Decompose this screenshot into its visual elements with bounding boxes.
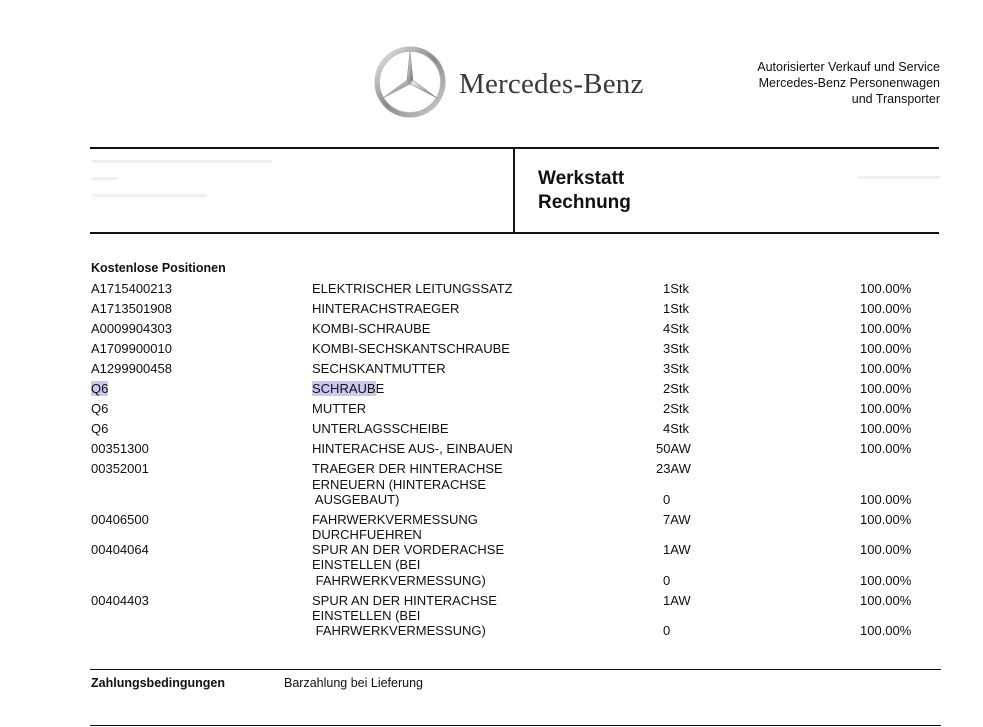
item-description-line-3: FAHRWERKVERMESSUNG) bbox=[312, 573, 486, 588]
item-description: UNTERLAGSSCHEIBE bbox=[312, 421, 449, 436]
item-quantity: 1AW bbox=[663, 593, 691, 608]
item-code: 00404403 bbox=[91, 593, 149, 608]
item-description: MUTTER bbox=[312, 401, 367, 416]
item-percent: 100.00% bbox=[860, 421, 912, 436]
redacted-mark bbox=[92, 177, 117, 180]
selection-highlight: Q6 bbox=[91, 381, 109, 396]
item-code: A1299900458 bbox=[91, 361, 172, 376]
selection-highlight: SCHRAUB bbox=[312, 381, 376, 396]
item-description-line-2: EINSTELLEN (BEI bbox=[312, 557, 421, 572]
item-quantity: 0 bbox=[663, 492, 671, 507]
item-percent: 100.00% bbox=[860, 573, 912, 588]
item-percent: 100.00% bbox=[860, 623, 912, 638]
item-quantity: 0 bbox=[663, 623, 671, 638]
header-divider bbox=[513, 149, 515, 233]
item-description-line-3: AUSGEBAUT) bbox=[312, 492, 400, 507]
item-quantity: 4Stk bbox=[663, 321, 690, 336]
item-percent: 100.00% bbox=[860, 401, 912, 416]
document-title-line-2: Rechnung bbox=[538, 192, 631, 213]
item-quantity: 0 bbox=[663, 573, 671, 588]
item-percent: 100.00% bbox=[860, 321, 912, 336]
dealer-line-1: Autorisierter Verkauf und Service bbox=[757, 60, 940, 74]
item-description bbox=[312, 381, 384, 397]
dealer-line-3: und Transporter bbox=[851, 92, 940, 106]
dealer-info bbox=[757, 59, 940, 107]
item-quantity: 3Stk bbox=[663, 361, 690, 376]
item-description: TRAEGER DER HINTERACHSE bbox=[312, 461, 503, 476]
item-percent: 100.00% bbox=[860, 441, 912, 456]
item-quantity: 1AW bbox=[663, 542, 691, 557]
item-quantity: 1Stk bbox=[663, 281, 690, 296]
dealer-line-2: Mercedes-Benz Personenwagen bbox=[758, 76, 940, 90]
payment-top-rule bbox=[90, 669, 941, 670]
item-percent: 100.00% bbox=[860, 492, 912, 507]
item-description-rest: E bbox=[375, 381, 385, 396]
payment-terms-value: Barzahlung bei Lieferung bbox=[284, 676, 423, 690]
mercedes-star-logo-icon bbox=[374, 46, 446, 118]
item-description: ELEKTRISCHER LEITUNGSSATZ bbox=[312, 281, 513, 296]
item-quantity: 23AW bbox=[656, 461, 691, 476]
item-code: A1709900010 bbox=[91, 341, 172, 356]
section-title: Kostenlose Positionen bbox=[91, 261, 226, 275]
item-code: 00352001 bbox=[91, 461, 149, 476]
item-code: A1715400213 bbox=[91, 281, 172, 296]
item-description-line-2: ERNEUERN (HINTERACHSE bbox=[312, 477, 487, 492]
item-percent: 100.00% bbox=[860, 542, 912, 557]
item-code bbox=[91, 381, 108, 397]
item-code: Q6 bbox=[91, 421, 109, 436]
payment-terms-label: Zahlungsbedingungen bbox=[91, 676, 226, 690]
item-percent: 100.00% bbox=[860, 593, 912, 608]
item-code: 00406500 bbox=[91, 512, 149, 527]
item-description: KOMBI-SECHSKANTSCHRAUBE bbox=[312, 341, 510, 356]
item-quantity: 2Stk bbox=[663, 401, 690, 416]
item-quantity: 1Stk bbox=[663, 301, 690, 316]
item-description: HINTERACHSTRAEGER bbox=[312, 301, 460, 316]
item-quantity: 50AW bbox=[656, 441, 691, 456]
item-description: SPUR AN DER VORDERACHSE bbox=[312, 542, 505, 557]
document-title bbox=[538, 167, 631, 215]
brand-name: Mercedes-Benz bbox=[459, 68, 644, 100]
item-description-line-2: EINSTELLEN (BEI bbox=[312, 608, 421, 623]
item-quantity: 2Stk bbox=[663, 381, 690, 396]
item-percent: 100.00% bbox=[860, 281, 912, 296]
item-code: A1713501908 bbox=[91, 301, 172, 316]
item-code: 00351300 bbox=[91, 441, 149, 456]
item-description-line-3: FAHRWERKVERMESSUNG) bbox=[312, 623, 486, 638]
item-percent: 100.00% bbox=[860, 512, 912, 527]
item-description-line-2: DURCHFUEHREN bbox=[312, 527, 422, 542]
item-description: SECHSKANTMUTTER bbox=[312, 361, 446, 376]
item-percent: 100.00% bbox=[860, 341, 912, 356]
redacted-mark bbox=[92, 194, 207, 197]
item-percent: 100.00% bbox=[860, 361, 912, 376]
document-title-line-1: Werkstatt bbox=[538, 168, 625, 189]
item-percent: 100.00% bbox=[860, 301, 912, 316]
redacted-mark bbox=[92, 160, 272, 163]
payment-bottom-rule bbox=[90, 725, 941, 726]
item-description: HINTERACHSE AUS-, EINBAUEN bbox=[312, 441, 513, 456]
item-percent: 100.00% bbox=[860, 381, 912, 396]
item-code: Q6 bbox=[91, 401, 109, 416]
item-quantity: 7AW bbox=[663, 512, 691, 527]
item-description: SPUR AN DER HINTERACHSE bbox=[312, 593, 497, 608]
item-code: A0009904303 bbox=[91, 321, 172, 336]
redacted-mark bbox=[858, 176, 940, 179]
item-description: FAHRWERKVERMESSUNG bbox=[312, 512, 478, 527]
item-description: KOMBI-SCHRAUBE bbox=[312, 321, 431, 336]
item-quantity: 3Stk bbox=[663, 341, 690, 356]
item-code: 00404064 bbox=[91, 542, 149, 557]
item-quantity: 4Stk bbox=[663, 421, 690, 436]
